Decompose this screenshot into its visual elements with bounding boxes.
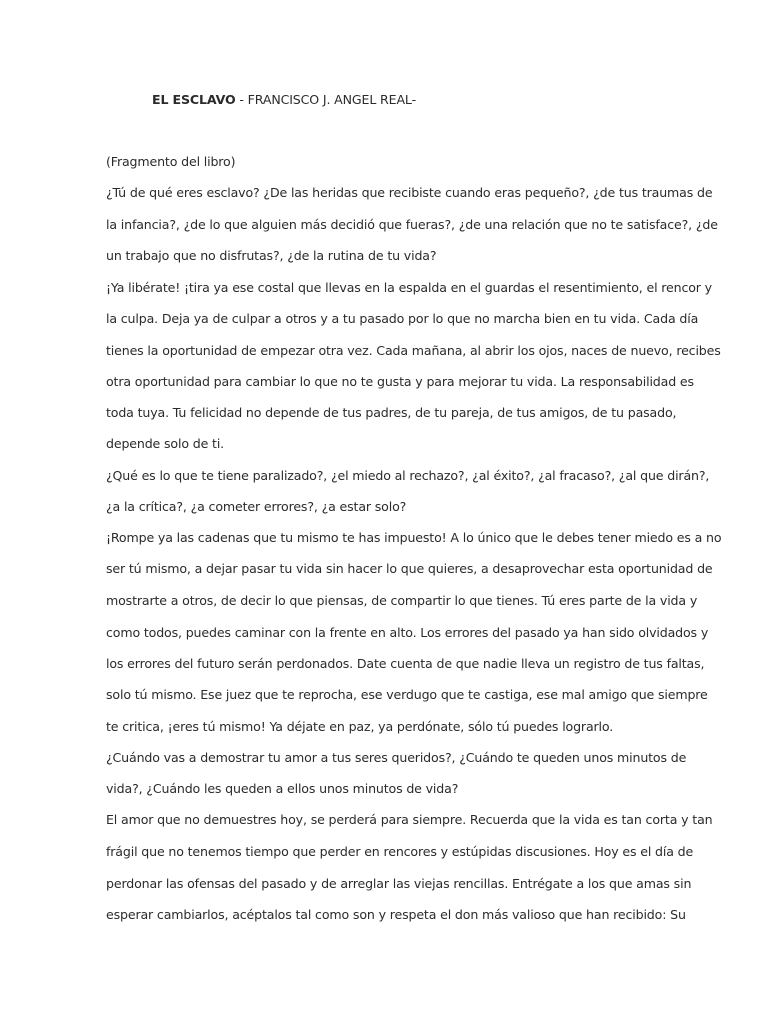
text-line: toda tuya. Tu felicidad no depende de tus padres, de tu pareja, de tus amigos, de tu pasado,	[106, 405, 677, 420]
title-bold: EL ESCLAVO	[152, 92, 236, 107]
title-author: - FRANCISCO J. ANGEL REAL-	[235, 92, 416, 107]
text-line: la culpa. Deja ya de culpar a otros y a tu pasado por lo que no marcha bien en tu vida. Cada día	[106, 311, 699, 326]
document-title	[152, 92, 416, 108]
text-line: un trabajo que no disfrutas?, ¿de la rutina de tu vida?	[106, 248, 437, 263]
text-line: El amor que no demuestres hoy, se perderá para siempre. Recuerda que la vida es tan corta y tan	[106, 812, 713, 827]
text-line: vida?, ¿Cuándo les queden a ellos unos minutos de vida?	[106, 781, 459, 796]
text-line: la infancia?, ¿de lo que alguien más decidió que fueras?, ¿de una relación que no te satisface?, ¿de	[106, 217, 718, 232]
text-line: ¿Tú de qué eres esclavo? ¿De las heridas que recibiste cuando eras pequeño?, ¿de tus traumas de	[106, 185, 713, 200]
text-line: depende solo de ti.	[106, 436, 225, 451]
text-line: esperar cambiarlos, acéptalos tal como son y respeta el don más valioso que han recibido: Su	[106, 907, 686, 922]
text-line: ¿a la crítica?, ¿a cometer errores?, ¿a estar solo?	[106, 499, 407, 514]
text-line: los errores del futuro serán perdonados. Date cuenta de que nadie lleva un registro de tus faltas,	[106, 656, 705, 671]
text-line: tienes la oportunidad de empezar otra vez. Cada mañana, al abrir los ojos, naces de nuevo, recibes	[106, 343, 721, 358]
text-line: ¿Qué es lo que te tiene paralizado?, ¿el miedo al rechazo?, ¿al éxito?, ¿al fracaso?, ¿al que dirán?,	[106, 468, 710, 483]
text-line: te critica, ¡eres tú mismo! Ya déjate en paz, ya perdónate, sólo tú puedes lograrlo.	[106, 719, 614, 734]
text-line: ¿Cuándo vas a demostrar tu amor a tus seres queridos?, ¿Cuándo te queden unos minutos de	[106, 750, 687, 765]
text-line: frágil que no tenemos tiempo que perder en rencores y estúpidas discusiones. Hoy es el día de	[106, 844, 694, 859]
text-line: perdonar las ofensas del pasado y de arreglar las viejas rencillas. Entrégate a los que amas sin	[106, 876, 692, 891]
text-line: como todos, puedes caminar con la frente en alto. Los errores del pasado ya han sido olvidados y	[106, 625, 709, 640]
text-line: ¡Rompe ya las cadenas que tu mismo te has impuesto! A lo único que le debes tener miedo es a no	[106, 530, 722, 545]
text-line: ¡Ya libérate! ¡tira ya ese costal que llevas en la espalda en el guardas el resentimiento, el rencor y	[106, 280, 712, 295]
text-line: otra oportunidad para cambiar lo que no te gusta y para mejorar tu vida. La responsabilidad es	[106, 374, 694, 389]
text-line: mostrarte a otros, de decir lo que piensas, de compartir lo que tienes. Tú eres parte de la vida y	[106, 593, 698, 608]
text-line: ser tú mismo, a dejar pasar tu vida sin hacer lo que quieres, a desaprovechar esta oportunidad de	[106, 561, 713, 576]
text-line: (Fragmento del libro)	[106, 154, 236, 169]
text-line: solo tú mismo. Ese juez que te reprocha, ese verdugo que te castiga, ese mal amigo que siempre	[106, 687, 708, 702]
